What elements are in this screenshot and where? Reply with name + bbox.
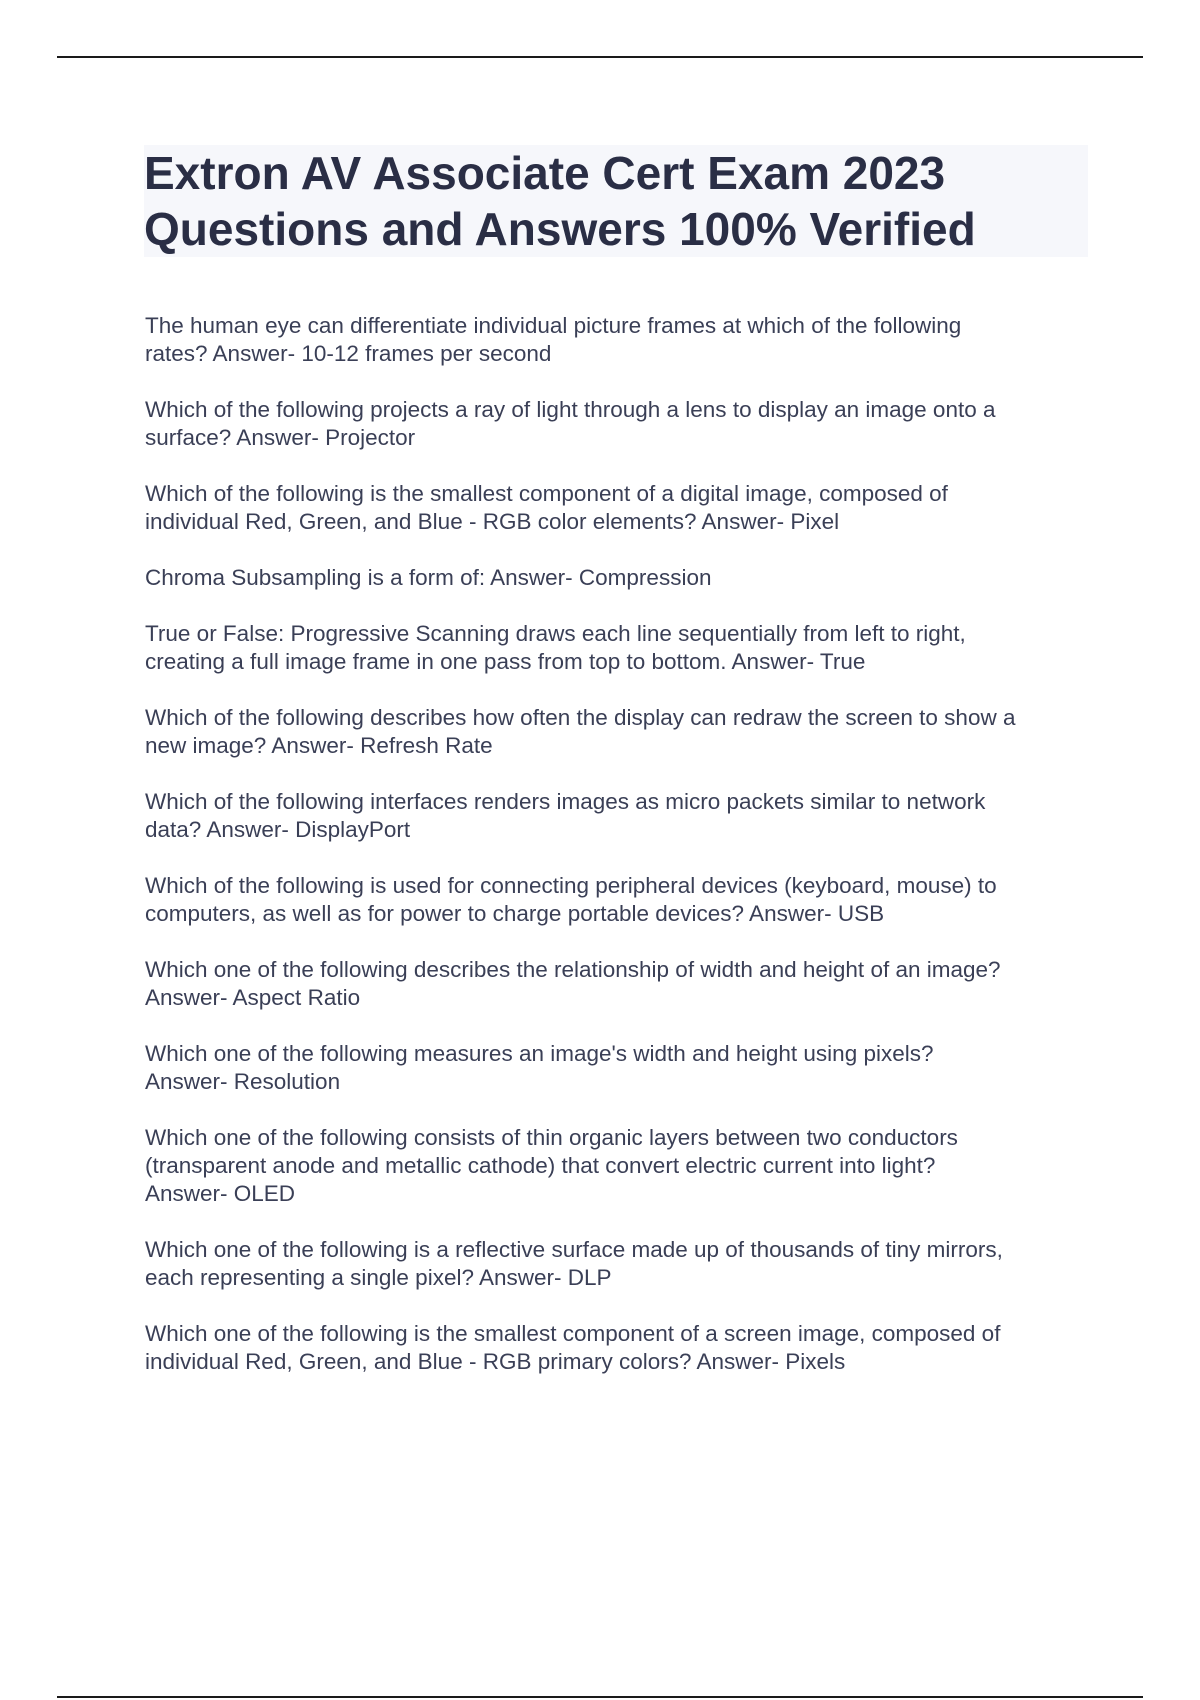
qa-line: Which of the following is used for connecting peripheral devices (keyboard, mouse) to	[145, 873, 997, 898]
qa-line: Which of the following is the smallest component of a digital image, composed of	[145, 481, 948, 506]
qa-line: rates? Answer- 10-12 frames per second	[145, 341, 552, 366]
qa-line: individual Red, Green, and Blue - RGB color elements? Answer- Pixel	[145, 509, 840, 534]
top-rule	[57, 56, 1143, 58]
qa-line: The human eye can differentiate individual picture frames at which of the following	[145, 313, 962, 338]
qa-line: creating a full image frame in one pass from top to bottom. Answer- True	[145, 649, 866, 674]
qa-line: Which one of the following measures an image's width and height using pixels?	[145, 1041, 934, 1066]
qa-line: Answer- Aspect Ratio	[145, 985, 361, 1010]
qa-line: surface? Answer- Projector	[145, 425, 416, 450]
qa-item	[145, 564, 1095, 592]
qa-line: Which one of the following describes the relationship of width and height of an image?	[145, 957, 1001, 982]
qa-line: data? Answer- DisplayPort	[145, 817, 411, 842]
qa-item	[145, 1040, 1095, 1096]
qa-line: Chroma Subsampling is a form of: Answer- Compression	[145, 565, 712, 590]
qa-line: Which one of the following is a reflective surface made up of thousands of tiny mirrors,	[145, 1237, 1003, 1262]
qa-item	[145, 480, 1095, 536]
document-title	[144, 145, 1088, 257]
qa-item	[145, 396, 1095, 452]
qa-line: (transparent anode and metallic cathode) that convert electric current into light?	[145, 1153, 936, 1178]
qa-line: Which one of the following is the smallest component of a screen image, composed of	[145, 1321, 1001, 1346]
qa-list	[145, 312, 1095, 1404]
qa-line: Answer- Resolution	[145, 1069, 341, 1094]
qa-item	[145, 1236, 1095, 1292]
qa-line: Which one of the following consists of thin organic layers between two conductors	[145, 1125, 958, 1150]
qa-item	[145, 620, 1095, 676]
title-line-1: Extron AV Associate Cert Exam 2023	[144, 147, 946, 199]
qa-line: each representing a single pixel? Answer- DLP	[145, 1265, 612, 1290]
qa-line: Which of the following describes how often the display can redraw the screen to show a	[145, 705, 1016, 730]
qa-item	[145, 1320, 1095, 1376]
qa-line: Which of the following projects a ray of light through a lens to display an image onto a	[145, 397, 996, 422]
qa-line: True or False: Progressive Scanning draws each line sequentially from left to right,	[145, 621, 966, 646]
bottom-rule	[57, 1696, 1143, 1698]
qa-item	[145, 312, 1095, 368]
qa-line: Answer- OLED	[145, 1181, 296, 1206]
qa-item	[145, 872, 1095, 928]
title-line-2: Questions and Answers 100% Verified	[144, 203, 976, 255]
qa-line: individual Red, Green, and Blue - RGB primary colors? Answer- Pixels	[145, 1349, 846, 1374]
qa-item	[145, 1124, 1095, 1208]
qa-line: computers, as well as for power to charge portable devices? Answer- USB	[145, 901, 885, 926]
qa-item	[145, 704, 1095, 760]
qa-item	[145, 956, 1095, 1012]
qa-line: Which of the following interfaces renders images as micro packets similar to network	[145, 789, 986, 814]
qa-item	[145, 788, 1095, 844]
qa-line: new image? Answer- Refresh Rate	[145, 733, 493, 758]
